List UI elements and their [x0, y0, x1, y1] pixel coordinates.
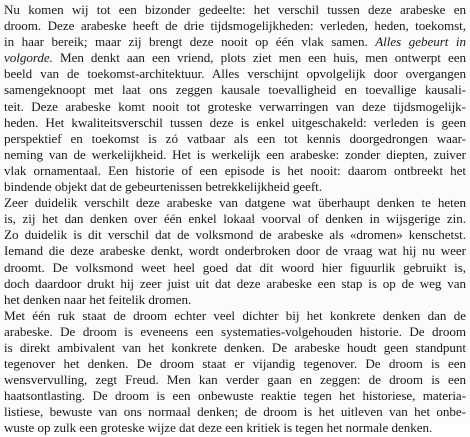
text-run: Met één ruk staat de droom echter veel dichter bij het konkrete denken dan de [4, 307, 466, 323]
text-line [4, 99, 466, 115]
text-line [4, 276, 466, 292]
text-line [4, 163, 466, 179]
text-line [4, 147, 466, 163]
paragraph [4, 308, 466, 437]
text-line [4, 292, 466, 308]
text-run: Nu komen wij tot een bizonder gedeelte: het verschil tussen deze arabeske en [4, 2, 466, 17]
text-line [4, 82, 466, 98]
text-line [4, 34, 466, 50]
text-run: teit. Deze arabeske komt nooit tot groteske verwarringen van deze tijdsmogelijk- [4, 98, 466, 114]
text-run: listiese, bewuste van ons normaal denken; de droom is het uitleven van het onbe- [4, 404, 466, 420]
text-line [4, 115, 466, 131]
text-line [4, 66, 466, 82]
text-run: heden. Het kwaliteitsverschil tussen deze is enkel uitgeschakeld: verleden is geen [4, 114, 466, 130]
text-run: beeld van de toekomst-architektuur. Alles verschijnt opvolgelijk door overgangen [4, 66, 466, 82]
text-line [4, 2, 466, 18]
text-run: Men denkt aan een vriend, plots ziet men een huis, men ontwerpt een [52, 50, 466, 66]
text-run: arabeske. De droom is eveneens een systematies-volgehouden historie. De droom [4, 323, 466, 339]
text-line [4, 227, 466, 243]
text-run: wuste op zulk een groteske wijze dat deze een kritiek is tegen het normale denken. [4, 420, 433, 436]
text-run: Iemand die deze arabeske denkt, wordt onderbroken door de vraag wat hij nu weer [4, 243, 466, 259]
text-run: Zeer duidelik verschilt deze arabeske van datgene wat überhaupt denken te heten [4, 195, 466, 211]
text-line [4, 324, 466, 340]
text-line [4, 131, 466, 147]
paragraph [4, 195, 466, 308]
italic-text-run: volgorde. [4, 50, 53, 66]
text-run: vlak ornamentaal. Een historie of een episode is het nooit: daarom ontbreekt het [4, 162, 466, 178]
text-run: bindende objekt dat de gebeurtenissen betrekkelijkheid geeft. [4, 179, 322, 195]
text-line [4, 404, 466, 420]
text-run: droom. Deze arabeske heeft de drie tijdsmogelijkheden: verleden, heden, toekomst, [4, 18, 466, 34]
text-run: is direkt ambivalent van het konkrete denken. De arabeske houdt geen standpunt [4, 339, 466, 355]
text-run: is, zij het dan denken over één enkel lokaal voorval of denken in wijsgerige zin. [4, 211, 466, 227]
text-line [4, 211, 466, 227]
text-run: het denken naar het feitelik dromen. [4, 291, 192, 307]
text-run: Zo duidelik is dit verschil dat de volksmond de arabeske als «dromen» kenschetst. [4, 227, 466, 243]
italic-text-run: Alles gebeurt in [375, 34, 466, 50]
text-run: samengeknoopt met laat ons zeggen kausale toevalligheid en toevallige kausali- [4, 82, 466, 98]
text-run: tegenover het denken. De droom staat er vijandig tegenover. De droom is een [4, 356, 466, 372]
text-line [4, 50, 466, 66]
text-line [4, 179, 466, 195]
text-line [4, 18, 466, 34]
text-line [4, 388, 466, 404]
text-line [4, 195, 466, 211]
text-run: wensvervulling, zegt Freud. Men kan verder gaan en zeggen: de droom is een [4, 372, 466, 388]
text-run: droomt. De volksmond weet heel goed dat dit woord hier figuurlik gebruikt is, [4, 259, 466, 275]
text-line [4, 243, 466, 259]
paragraph [4, 2, 466, 195]
text-line [4, 420, 466, 436]
body-text [4, 2, 466, 437]
text-line [4, 308, 466, 324]
text-run: in haar bereik; maar zij brengt deze nooit op één vlak samen. [4, 34, 376, 50]
text-run: doch daardoor drukt hij zeer juist uit dat deze arabeske een stap is op de weg van [4, 275, 466, 291]
text-line [4, 372, 466, 388]
text-run: neming van de werkelijkheid. Het is werkelijk een arabeske: zonder diepten, zuiver [4, 146, 466, 162]
text-run: perspektief en toekomst is zó vatbaar als een tot kennis doorgedrongen waar- [4, 130, 466, 146]
text-line [4, 340, 466, 356]
text-line [4, 356, 466, 372]
text-line [4, 260, 466, 276]
text-run: haatsontlasting. De droom is een onbewuste reaktie tegen het historiese, materia- [4, 388, 466, 404]
